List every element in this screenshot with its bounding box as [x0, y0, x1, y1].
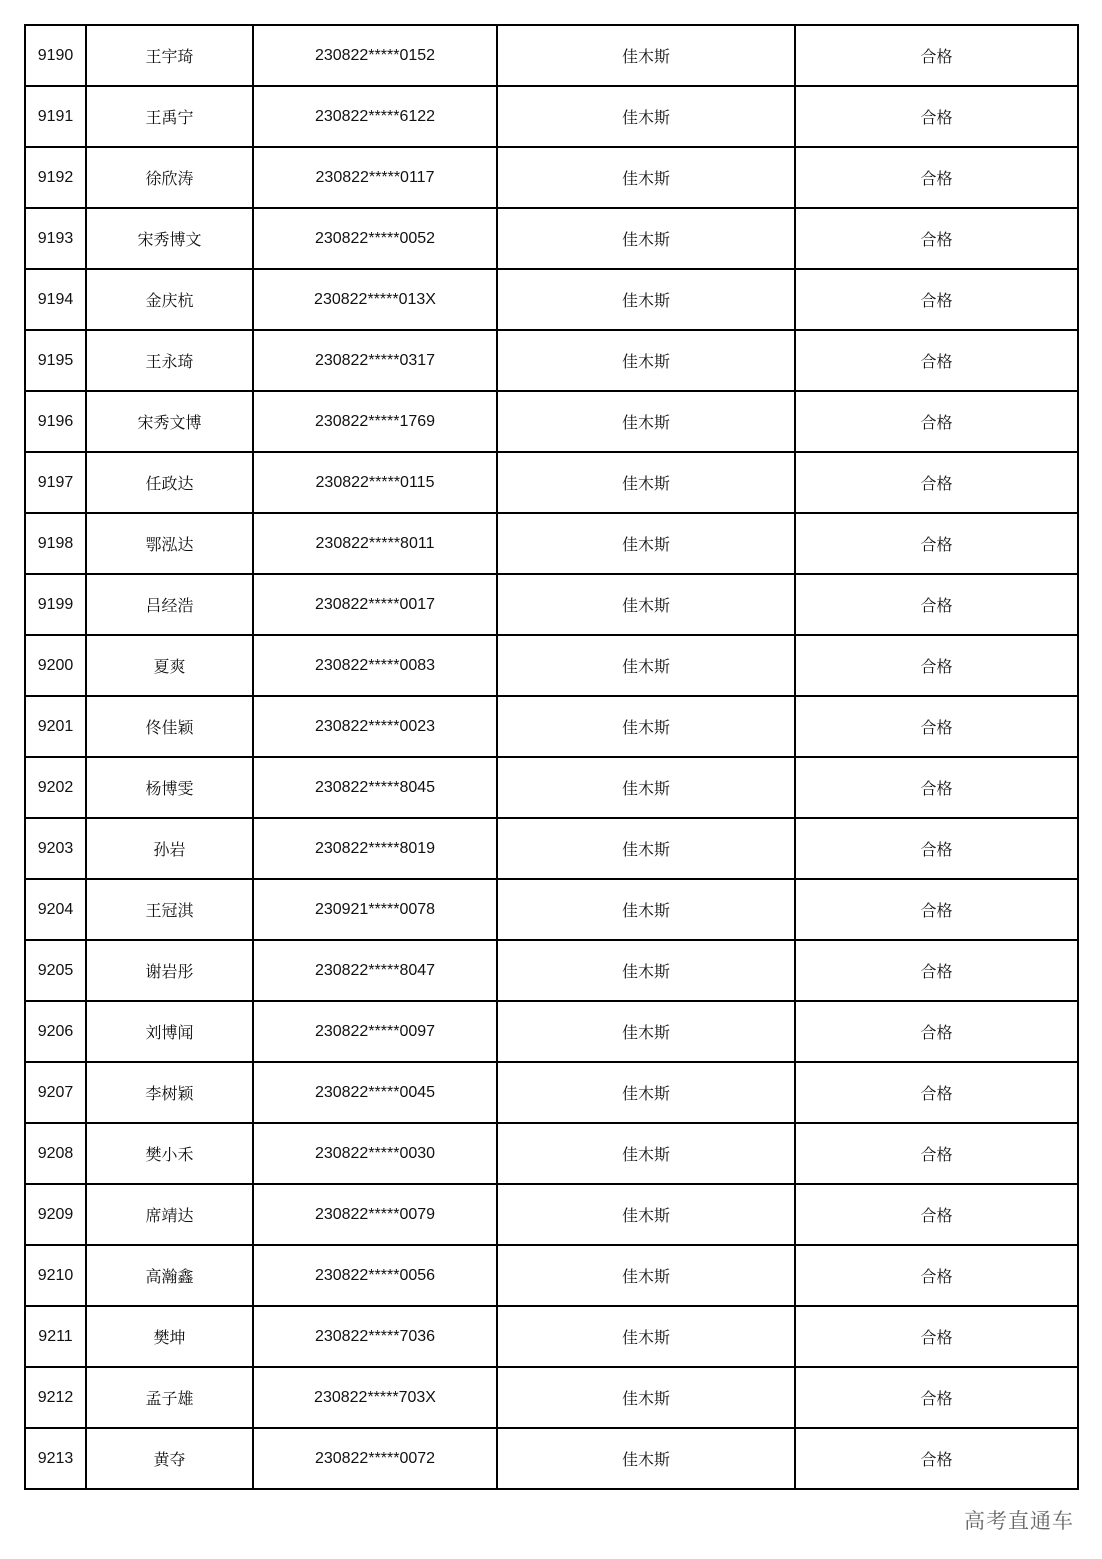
city-cell: 佳木斯: [497, 391, 795, 452]
row-number-cell: 9208: [25, 1123, 86, 1184]
table-row: [25, 1245, 1078, 1306]
row-number-cell: 9196: [25, 391, 86, 452]
id-number-cell: 230822*****0023: [253, 696, 497, 757]
status-cell: 合格: [795, 269, 1078, 330]
name-cell: 樊坤: [86, 1306, 253, 1367]
table-row: [25, 269, 1078, 330]
row-number-cell: 9191: [25, 86, 86, 147]
name-cell: 高瀚鑫: [86, 1245, 253, 1306]
row-number-cell: 9205: [25, 940, 86, 1001]
status-cell: 合格: [795, 1184, 1078, 1245]
id-number-cell: 230822*****6122: [253, 86, 497, 147]
status-cell: 合格: [795, 818, 1078, 879]
row-number-cell: 9206: [25, 1001, 86, 1062]
table-row: [25, 391, 1078, 452]
city-cell: 佳木斯: [497, 1367, 795, 1428]
city-cell: 佳木斯: [497, 940, 795, 1001]
status-cell: 合格: [795, 86, 1078, 147]
id-number-cell: 230822*****0045: [253, 1062, 497, 1123]
row-number-cell: 9204: [25, 879, 86, 940]
city-cell: 佳木斯: [497, 1001, 795, 1062]
id-number-cell: 230822*****0079: [253, 1184, 497, 1245]
status-cell: 合格: [795, 1306, 1078, 1367]
table-row: [25, 757, 1078, 818]
row-number-cell: 9207: [25, 1062, 86, 1123]
row-number-cell: 9202: [25, 757, 86, 818]
table-row: [25, 574, 1078, 635]
table-row: [25, 818, 1078, 879]
id-number-cell: 230822*****0030: [253, 1123, 497, 1184]
city-cell: 佳木斯: [497, 635, 795, 696]
name-cell: 夏爽: [86, 635, 253, 696]
name-cell: 金庆杭: [86, 269, 253, 330]
row-number-cell: 9190: [25, 25, 86, 86]
city-cell: 佳木斯: [497, 757, 795, 818]
row-number-cell: 9199: [25, 574, 86, 635]
table-row: [25, 1367, 1078, 1428]
status-cell: 合格: [795, 147, 1078, 208]
table-row: [25, 940, 1078, 1001]
status-cell: 合格: [795, 330, 1078, 391]
id-number-cell: 230822*****703X: [253, 1367, 497, 1428]
status-cell: 合格: [795, 1428, 1078, 1489]
table-row: [25, 1062, 1078, 1123]
table-row: [25, 1184, 1078, 1245]
city-cell: 佳木斯: [497, 1428, 795, 1489]
city-cell: 佳木斯: [497, 452, 795, 513]
name-cell: 刘博闻: [86, 1001, 253, 1062]
status-cell: 合格: [795, 696, 1078, 757]
city-cell: 佳木斯: [497, 86, 795, 147]
row-number-cell: 9210: [25, 1245, 86, 1306]
city-cell: 佳木斯: [497, 1245, 795, 1306]
name-cell: 席靖达: [86, 1184, 253, 1245]
name-cell: 王冠淇: [86, 879, 253, 940]
name-cell: 杨博雯: [86, 757, 253, 818]
status-cell: 合格: [795, 1062, 1078, 1123]
row-number-cell: 9213: [25, 1428, 86, 1489]
status-cell: 合格: [795, 574, 1078, 635]
city-cell: 佳木斯: [497, 25, 795, 86]
row-number-cell: 9211: [25, 1306, 86, 1367]
row-number-cell: 9212: [25, 1367, 86, 1428]
id-number-cell: 230921*****0078: [253, 879, 497, 940]
table-row: [25, 25, 1078, 86]
id-number-cell: 230822*****8019: [253, 818, 497, 879]
name-cell: 黄夺: [86, 1428, 253, 1489]
city-cell: 佳木斯: [497, 1123, 795, 1184]
city-cell: 佳木斯: [497, 330, 795, 391]
id-number-cell: 230822*****0097: [253, 1001, 497, 1062]
city-cell: 佳木斯: [497, 574, 795, 635]
row-number-cell: 9195: [25, 330, 86, 391]
city-cell: 佳木斯: [497, 1062, 795, 1123]
name-cell: 鄂泓达: [86, 513, 253, 574]
id-number-cell: 230822*****0052: [253, 208, 497, 269]
id-number-cell: 230822*****0117: [253, 147, 497, 208]
table-row: [25, 1123, 1078, 1184]
table-row: [25, 513, 1078, 574]
name-cell: 宋秀博文: [86, 208, 253, 269]
table-row: [25, 208, 1078, 269]
status-cell: 合格: [795, 1001, 1078, 1062]
name-cell: 佟佳颖: [86, 696, 253, 757]
id-number-cell: 230822*****8045: [253, 757, 497, 818]
status-cell: 合格: [795, 1367, 1078, 1428]
id-number-cell: 230822*****0017: [253, 574, 497, 635]
status-cell: 合格: [795, 25, 1078, 86]
city-cell: 佳木斯: [497, 269, 795, 330]
city-cell: 佳木斯: [497, 696, 795, 757]
id-number-cell: 230822*****013X: [253, 269, 497, 330]
id-number-cell: 230822*****0083: [253, 635, 497, 696]
status-cell: 合格: [795, 635, 1078, 696]
status-cell: 合格: [795, 452, 1078, 513]
id-number-cell: 230822*****8047: [253, 940, 497, 1001]
name-cell: 李树颖: [86, 1062, 253, 1123]
table-row: [25, 1306, 1078, 1367]
table-row: [25, 452, 1078, 513]
id-number-cell: 230822*****0115: [253, 452, 497, 513]
name-cell: 吕经浩: [86, 574, 253, 635]
city-cell: 佳木斯: [497, 818, 795, 879]
name-cell: 谢岩彤: [86, 940, 253, 1001]
table-row: [25, 879, 1078, 940]
name-cell: 孙岩: [86, 818, 253, 879]
name-cell: 徐欣涛: [86, 147, 253, 208]
row-number-cell: 9200: [25, 635, 86, 696]
status-cell: 合格: [795, 391, 1078, 452]
name-cell: 王永琦: [86, 330, 253, 391]
status-cell: 合格: [795, 513, 1078, 574]
status-cell: 合格: [795, 757, 1078, 818]
row-number-cell: 9194: [25, 269, 86, 330]
watermark-text: 高考直通车: [964, 1509, 1074, 1533]
row-number-cell: 9197: [25, 452, 86, 513]
name-cell: 孟子雄: [86, 1367, 253, 1428]
city-cell: 佳木斯: [497, 147, 795, 208]
name-cell: 任政达: [86, 452, 253, 513]
table-row: [25, 696, 1078, 757]
row-number-cell: 9209: [25, 1184, 86, 1245]
id-number-cell: 230822*****0317: [253, 330, 497, 391]
id-number-cell: 230822*****0072: [253, 1428, 497, 1489]
results-table-body: [25, 25, 1078, 1489]
id-number-cell: 230822*****1769: [253, 391, 497, 452]
name-cell: 王禹宁: [86, 86, 253, 147]
row-number-cell: 9201: [25, 696, 86, 757]
city-cell: 佳木斯: [497, 513, 795, 574]
row-number-cell: 9193: [25, 208, 86, 269]
table-row: [25, 1001, 1078, 1062]
id-number-cell: 230822*****8011: [253, 513, 497, 574]
table-row: [25, 86, 1078, 147]
name-cell: 宋秀文博: [86, 391, 253, 452]
status-cell: 合格: [795, 208, 1078, 269]
city-cell: 佳木斯: [497, 879, 795, 940]
id-number-cell: 230822*****7036: [253, 1306, 497, 1367]
city-cell: 佳木斯: [497, 1184, 795, 1245]
status-cell: 合格: [795, 1245, 1078, 1306]
id-number-cell: 230822*****0056: [253, 1245, 497, 1306]
status-cell: 合格: [795, 940, 1078, 1001]
row-number-cell: 9198: [25, 513, 86, 574]
results-table-container: [24, 24, 1077, 1490]
city-cell: 佳木斯: [497, 1306, 795, 1367]
results-table: [24, 24, 1079, 1490]
city-cell: 佳木斯: [497, 208, 795, 269]
id-number-cell: 230822*****0152: [253, 25, 497, 86]
table-row: [25, 330, 1078, 391]
table-row: [25, 147, 1078, 208]
status-cell: 合格: [795, 1123, 1078, 1184]
table-row: [25, 635, 1078, 696]
name-cell: 樊小禾: [86, 1123, 253, 1184]
row-number-cell: 9192: [25, 147, 86, 208]
status-cell: 合格: [795, 879, 1078, 940]
name-cell: 王宇琦: [86, 25, 253, 86]
table-row: [25, 1428, 1078, 1489]
row-number-cell: 9203: [25, 818, 86, 879]
